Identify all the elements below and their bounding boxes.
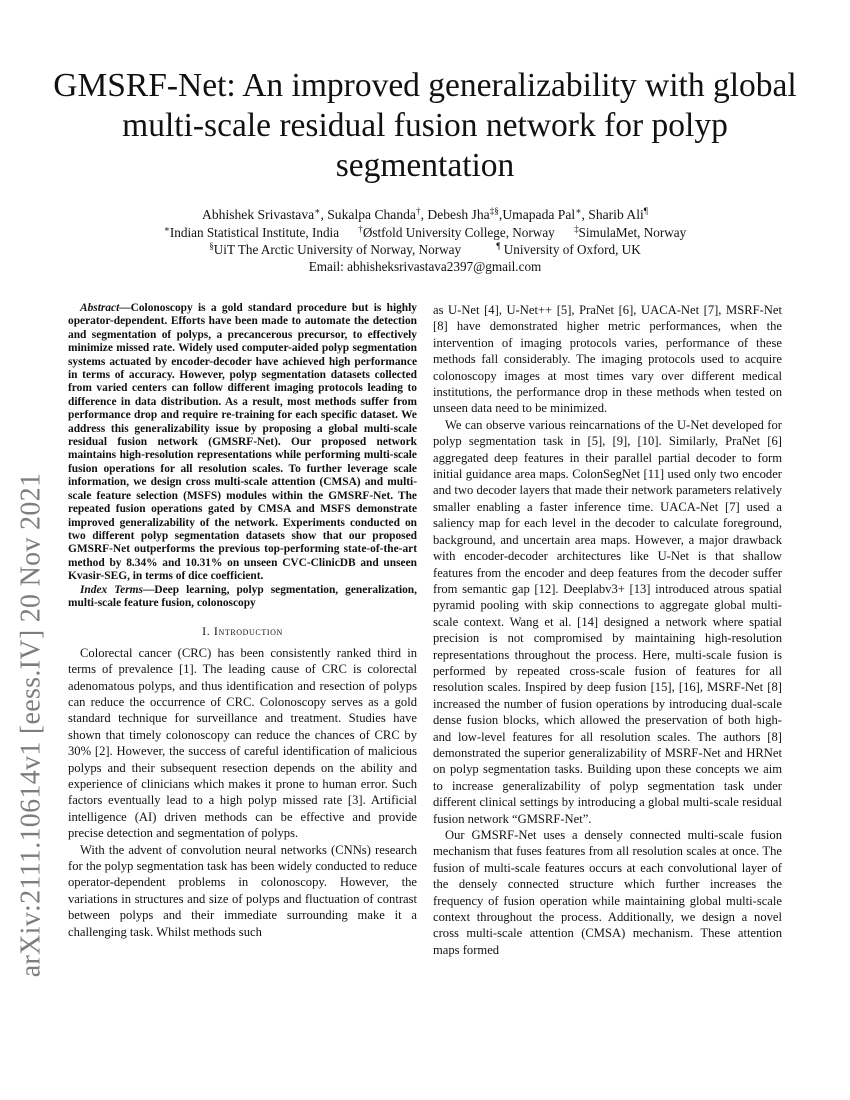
intro-paragraph-4: We can observe various reincarnations of the U-Net developed for polyp segmentation task in [5], [9], [10]. Similarly, PraNet [6] aggregated deep features in their parallel partial decoder to form initial guidance area maps. ColonSegNet [11] used only two encoder and two decoder layers that made their network parameters relatively smaller enabling a faster inference time. UACA-Net [7] used a saliency map for each level in the decoder to calculate foreground, background, and uncertain area maps. However, a major drawback with encoder-decoder architectures like U-Net is that shallow features from the encoder and deep features from the decoder suffer from semantic gap [12]. Deeplabv3+ [13] introduced atrous spatial pyramid pooling with skip connections to aggregate global multi-scale context. Wang et al. [14] designed a network where spatial precision is not compromised by maintaining high-resolution representations throughout the process. Here, multi-scale fusion is performed by repeated cross-scale fusion of features for all resolution scales. Inspired by deep fusion [15], [16], MSRF-Net [8] increased the number of fusion operations by introducing dual-scale dense fusion blocks, which allowed the preservation of both high- and low-level features for all resolution scales. The authors [8] demonstrated the superior generalizability of MSRF-Net and HRNet on polyp segmentation tasks. Building upon these concepts we aim to increase generalizability of polyp segmentation task under different clinical settings by introducing a global multi-scale residual fusion network “GMSRF-Net”. [433,417,782,826]
author-4: Umapada Pal∗, [502,205,589,222]
index-terms-label: Index Terms [80,583,143,596]
section-heading-introduction: I. Introduction [202,624,283,639]
abstract-label: Abstract [80,302,120,314]
paper-title: GMSRF-Net: An improved generalizability with global multi-scale residual fusion network for polyp segmentation [53,67,797,184]
affiliation-isi: ∗Indian Statistical Institute, India [163,224,340,240]
arxiv-sidebar [6,472,56,978]
author-5: Sharib Ali¶ [588,205,648,222]
author-1: Abhishek Srivastava∗, [202,205,328,222]
intro-paragraph-3: as U-Net [4], U-Net++ [5], PraNet [6], UACA-Net [7], MSRF-Net [8] have demonstrated higher metric performances, when the intervention of imaging protocols varies, performance of these methods fall considerably. The imaging protocols used to acquire colonoscopy images at most times vary over different medical institutions, the performance drop in these methods when tested on unseen data need to be minimized. [433,303,782,416]
affiliation-simulamet: ‡SimulaMet, Norway [574,224,687,240]
index-terms [68,584,417,611]
abstract-text: —Colonoscopy is a gold standard procedure but is highly operator-dependent. Efforts have been made to automate the detection and segmentation of polyps, a precancerous precursor, to effectively minimize missed rate. Widely used computer-aided polyp segmentation systems actuated by encoder-decoder have achieved high performance in terms of accuracy. However, polyp segmentation datasets collected from varied centers can follow different imaging protocols leading to difference in data distribution. As a result, most methods suffer from performance drop and require re-training for each specific dataset. We address this generalizability issue by proposing a global multi-scale residual fusion network (GMSRF-Net). Our proposed network maintains high-resolution representations while performing multi-scale fusion operations for all resolution scales. To further leverage scale information, we design cross multi-scale attention (CMSA) and multi-scale feature selection (MSFS) modules within the GMSRF-Net. The repeated fusion operations gated by CMSA and MSFS demonstrate improved generalizability of the network. Experiments conducted on two different polyp segmentation datasets show that our proposed GMSRF-Net outperforms the previous top-performing state-of-the-art method by 8.34% and 10.31% on unseen CVC-ClinicDB and unseen Kvasir-SEG, in terms of dice coefficient. [68,302,417,583]
intro-paragraph-2: With the advent of convolution neural networks (CNNs) research for the polyp segmentation task has been widely conducted to reduce operator-dependent problems in colonoscopy. However, the variations in structures and size of polyps and fluctuation of contrast between polyps and their immediate surrounding make it a challenging task. Whilst methods such [68,842,417,939]
intro-paragraph-1: Colorectal cancer (CRC) has been consistently ranked third in terms of prevalence [1]. The leading cause of CRC is colorectal adenomatous polyps, and thus identification and resection of polyps can reduce the occurrence of CRC. Colonoscopy serves as a gold standard technique for surveillance and treatment. Studies have shown that timely colonoscopy can reduce the chances of CRC by 30% [2]. However, the success of careful identification of malicious polyps and their subsequent resection depends on the ability and experience of clinicians which makes it prone to human error. Such factors eventually lead to a high polyp missed rate [3]. Artificial intelligence (AI) driven methods can be effective and provide precise detection and segmentation of polyps. [68,645,417,841]
right-column [433,302,782,958]
affiliation-uit: §UiT The Arctic University of Norway, Norway [209,241,462,257]
affiliation-oxford: ¶ University of Oxford, UK [496,241,641,257]
intro-paragraph-5: Our GMSRF-Net uses a densely connected multi-scale fusion mechanism that fuses features from all resolution scales at once. The fusion of multi-scale features occurs at each convolutional layer of the densely connected structure which further increases the frequency of fusion operation while maintaining global multi-scale context throughout the process. Additionally, we design a novel cross multi-scale attention (CMSA) mechanism. These attention maps formed [433,828,782,957]
author-2: Sukalpa Chanda†, [327,205,428,222]
abstract [68,302,417,584]
arxiv-identifier: arXiv:2111.10614v1 [eess.IV] 20 Nov 2021 [15,472,47,978]
affiliation-row-1 [50,224,800,241]
affiliation-row-2 [50,241,800,258]
affiliation-ostfold: †Østfold University College, Norway [358,224,555,240]
index-terms-text: —Deep learning, polyp segmentation, generalization, multi-scale feature fusion, colonoscopy [68,583,417,609]
contact-email: Email: abhisheksrivastava2397@gmail.com [308,259,542,274]
author-list [50,206,800,223]
author-3: Debesh Jha‡§, [427,205,503,222]
left-column [68,302,417,940]
